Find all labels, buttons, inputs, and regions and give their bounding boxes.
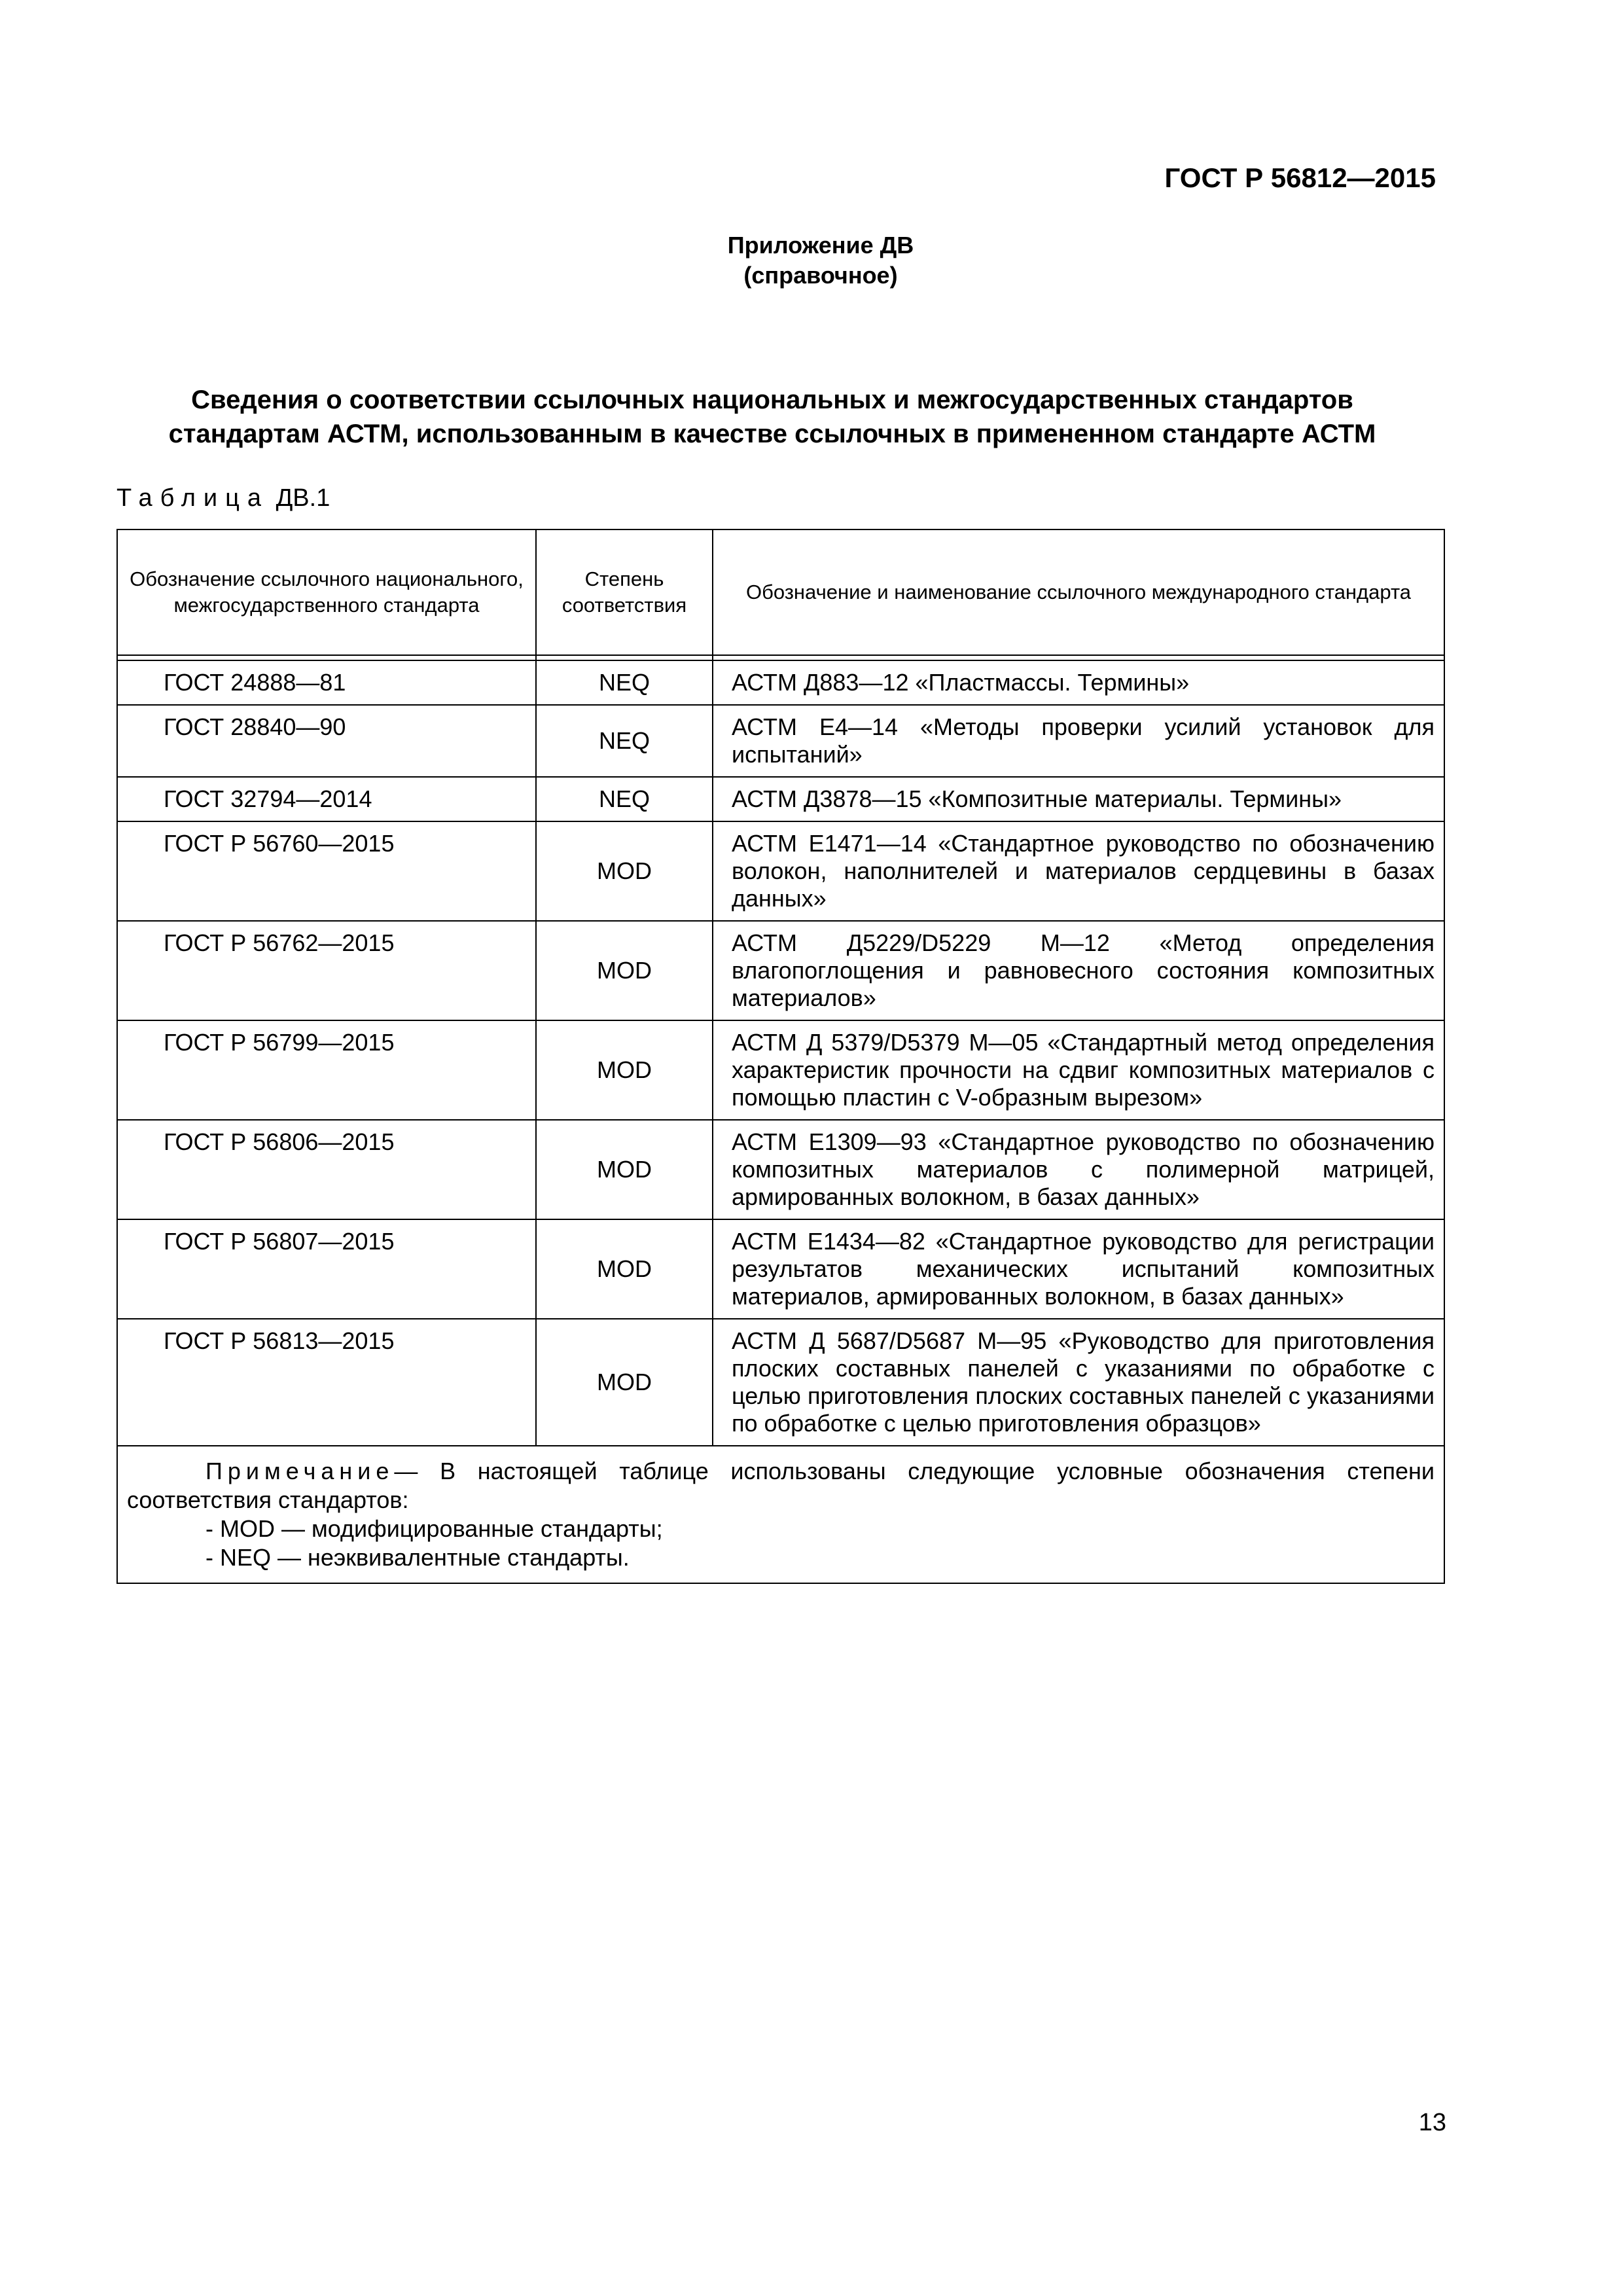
cell-international: АСТМ Д5229/D5229 М—12 «Метод определения влагопоглощения и равновесного состояния композитных материалов» xyxy=(713,921,1444,1020)
cell-degree: MOD xyxy=(536,1120,713,1219)
cell-degree: MOD xyxy=(536,1219,713,1319)
table-label-word: Таблица xyxy=(116,484,269,512)
cell-international: АСТМ Д 5379/D5379 М—05 «Стандартный метод определения характеристик прочности на сдвиг композитных материалов с помощью пластин с V-образным вырезом» xyxy=(713,1020,1444,1120)
table-note xyxy=(117,1446,1444,1583)
table-note-row xyxy=(117,1446,1444,1583)
cell-national: ГОСТ 28840—90 xyxy=(117,705,536,777)
table-row xyxy=(117,660,1444,705)
cell-national: ГОСТ Р 56760—2015 xyxy=(117,821,536,921)
document-title xyxy=(118,383,1427,451)
table-row xyxy=(117,1219,1444,1319)
table-row xyxy=(117,777,1444,821)
cell-degree: NEQ xyxy=(536,660,713,705)
note-item: - NEQ — неэквивалентные стандарты. xyxy=(205,1544,630,1571)
cell-national: ГОСТ 24888—81 xyxy=(117,660,536,705)
cell-national: ГОСТ Р 56813—2015 xyxy=(117,1319,536,1446)
note-label: Примечание xyxy=(205,1458,395,1484)
table-row xyxy=(117,1020,1444,1120)
cell-degree: MOD xyxy=(536,821,713,921)
table-row xyxy=(117,1120,1444,1219)
cell-international: АСТМ Д 5687/D5687 М—95 «Руководство для приготовления плоских составных панелей с указаниями по обработке с целью приготовления плоских составных панелей с указаниями по обработке с целью приготовления образцов» xyxy=(713,1319,1444,1446)
document-code: ГОСТ Р 56812—2015 xyxy=(1164,162,1436,193)
header-national-standard: Обозначение ссылочного национального, межгосударственного стандарта xyxy=(117,529,536,655)
table-row xyxy=(117,1319,1444,1446)
header-international-standard: Обозначение и наименование ссылочного международного стандарта xyxy=(713,529,1444,655)
title-line-2: стандартам АСТМ, использованным в качестве ссылочных в примененном стандарте АСТМ xyxy=(168,420,1376,448)
header-degree: Степень соответствия xyxy=(536,529,713,655)
note-item: - MOD — модифицированные стандарты; xyxy=(205,1515,663,1542)
cell-international: АСТМ Е4—14 «Методы проверки усилий установок для испытаний» xyxy=(713,705,1444,777)
note-lead xyxy=(127,1457,1435,1515)
cell-national: ГОСТ Р 56807—2015 xyxy=(117,1219,536,1319)
table-row xyxy=(117,921,1444,1020)
cell-international: АСТМ Е1471—14 «Стандартное руководство по обозначению волокон, наполнителей и материалов сердцевины в базах данных» xyxy=(713,821,1444,921)
cell-national: ГОСТ Р 56799—2015 xyxy=(117,1020,536,1120)
cell-degree: MOD xyxy=(536,921,713,1020)
cell-national: ГОСТ Р 56806—2015 xyxy=(117,1120,536,1219)
note-text: В настоящей таблице использованы следующие условные обозначения степени соответствия стандартов: xyxy=(127,1458,1435,1513)
cell-national: ГОСТ 32794—2014 xyxy=(117,777,536,821)
cell-international: АСТМ Д3878—15 «Композитные материалы. Термины» xyxy=(713,777,1444,821)
cell-degree: MOD xyxy=(536,1319,713,1446)
cell-degree: MOD xyxy=(536,1020,713,1120)
cell-national: ГОСТ Р 56762—2015 xyxy=(117,921,536,1020)
cell-degree: NEQ xyxy=(536,705,713,777)
table-row xyxy=(117,821,1444,921)
appendix-heading xyxy=(0,230,1623,291)
cell-international: АСТМ Д883—12 «Пластмассы. Термины» xyxy=(713,660,1444,705)
appendix-subtitle: (справочное) xyxy=(743,262,898,289)
note-dash: — xyxy=(394,1458,418,1484)
page-number: 13 xyxy=(1418,2109,1446,2136)
table-header-row xyxy=(117,529,1444,655)
appendix-title: Приложение ДВ xyxy=(727,232,914,259)
cell-international: АСТМ Е1434—82 «Стандартное руководство для регистрации результатов механических испытаний композитных материалов, армированных волокном, в базах данных» xyxy=(713,1219,1444,1319)
standards-table xyxy=(116,529,1445,1584)
cell-international: АСТМ Е1309—93 «Стандартное руководство по обозначению композитных материалов с полимерной матрицей, армированных волокном, в базах данных» xyxy=(713,1120,1444,1219)
cell-degree: NEQ xyxy=(536,777,713,821)
table-label-number: ДВ.1 xyxy=(276,484,330,512)
header-separator xyxy=(117,655,1444,660)
table-row xyxy=(117,705,1444,777)
table-label xyxy=(116,484,330,512)
title-line-1: Сведения о соответствии ссылочных национальных и межгосударственных стандартов xyxy=(191,386,1353,414)
